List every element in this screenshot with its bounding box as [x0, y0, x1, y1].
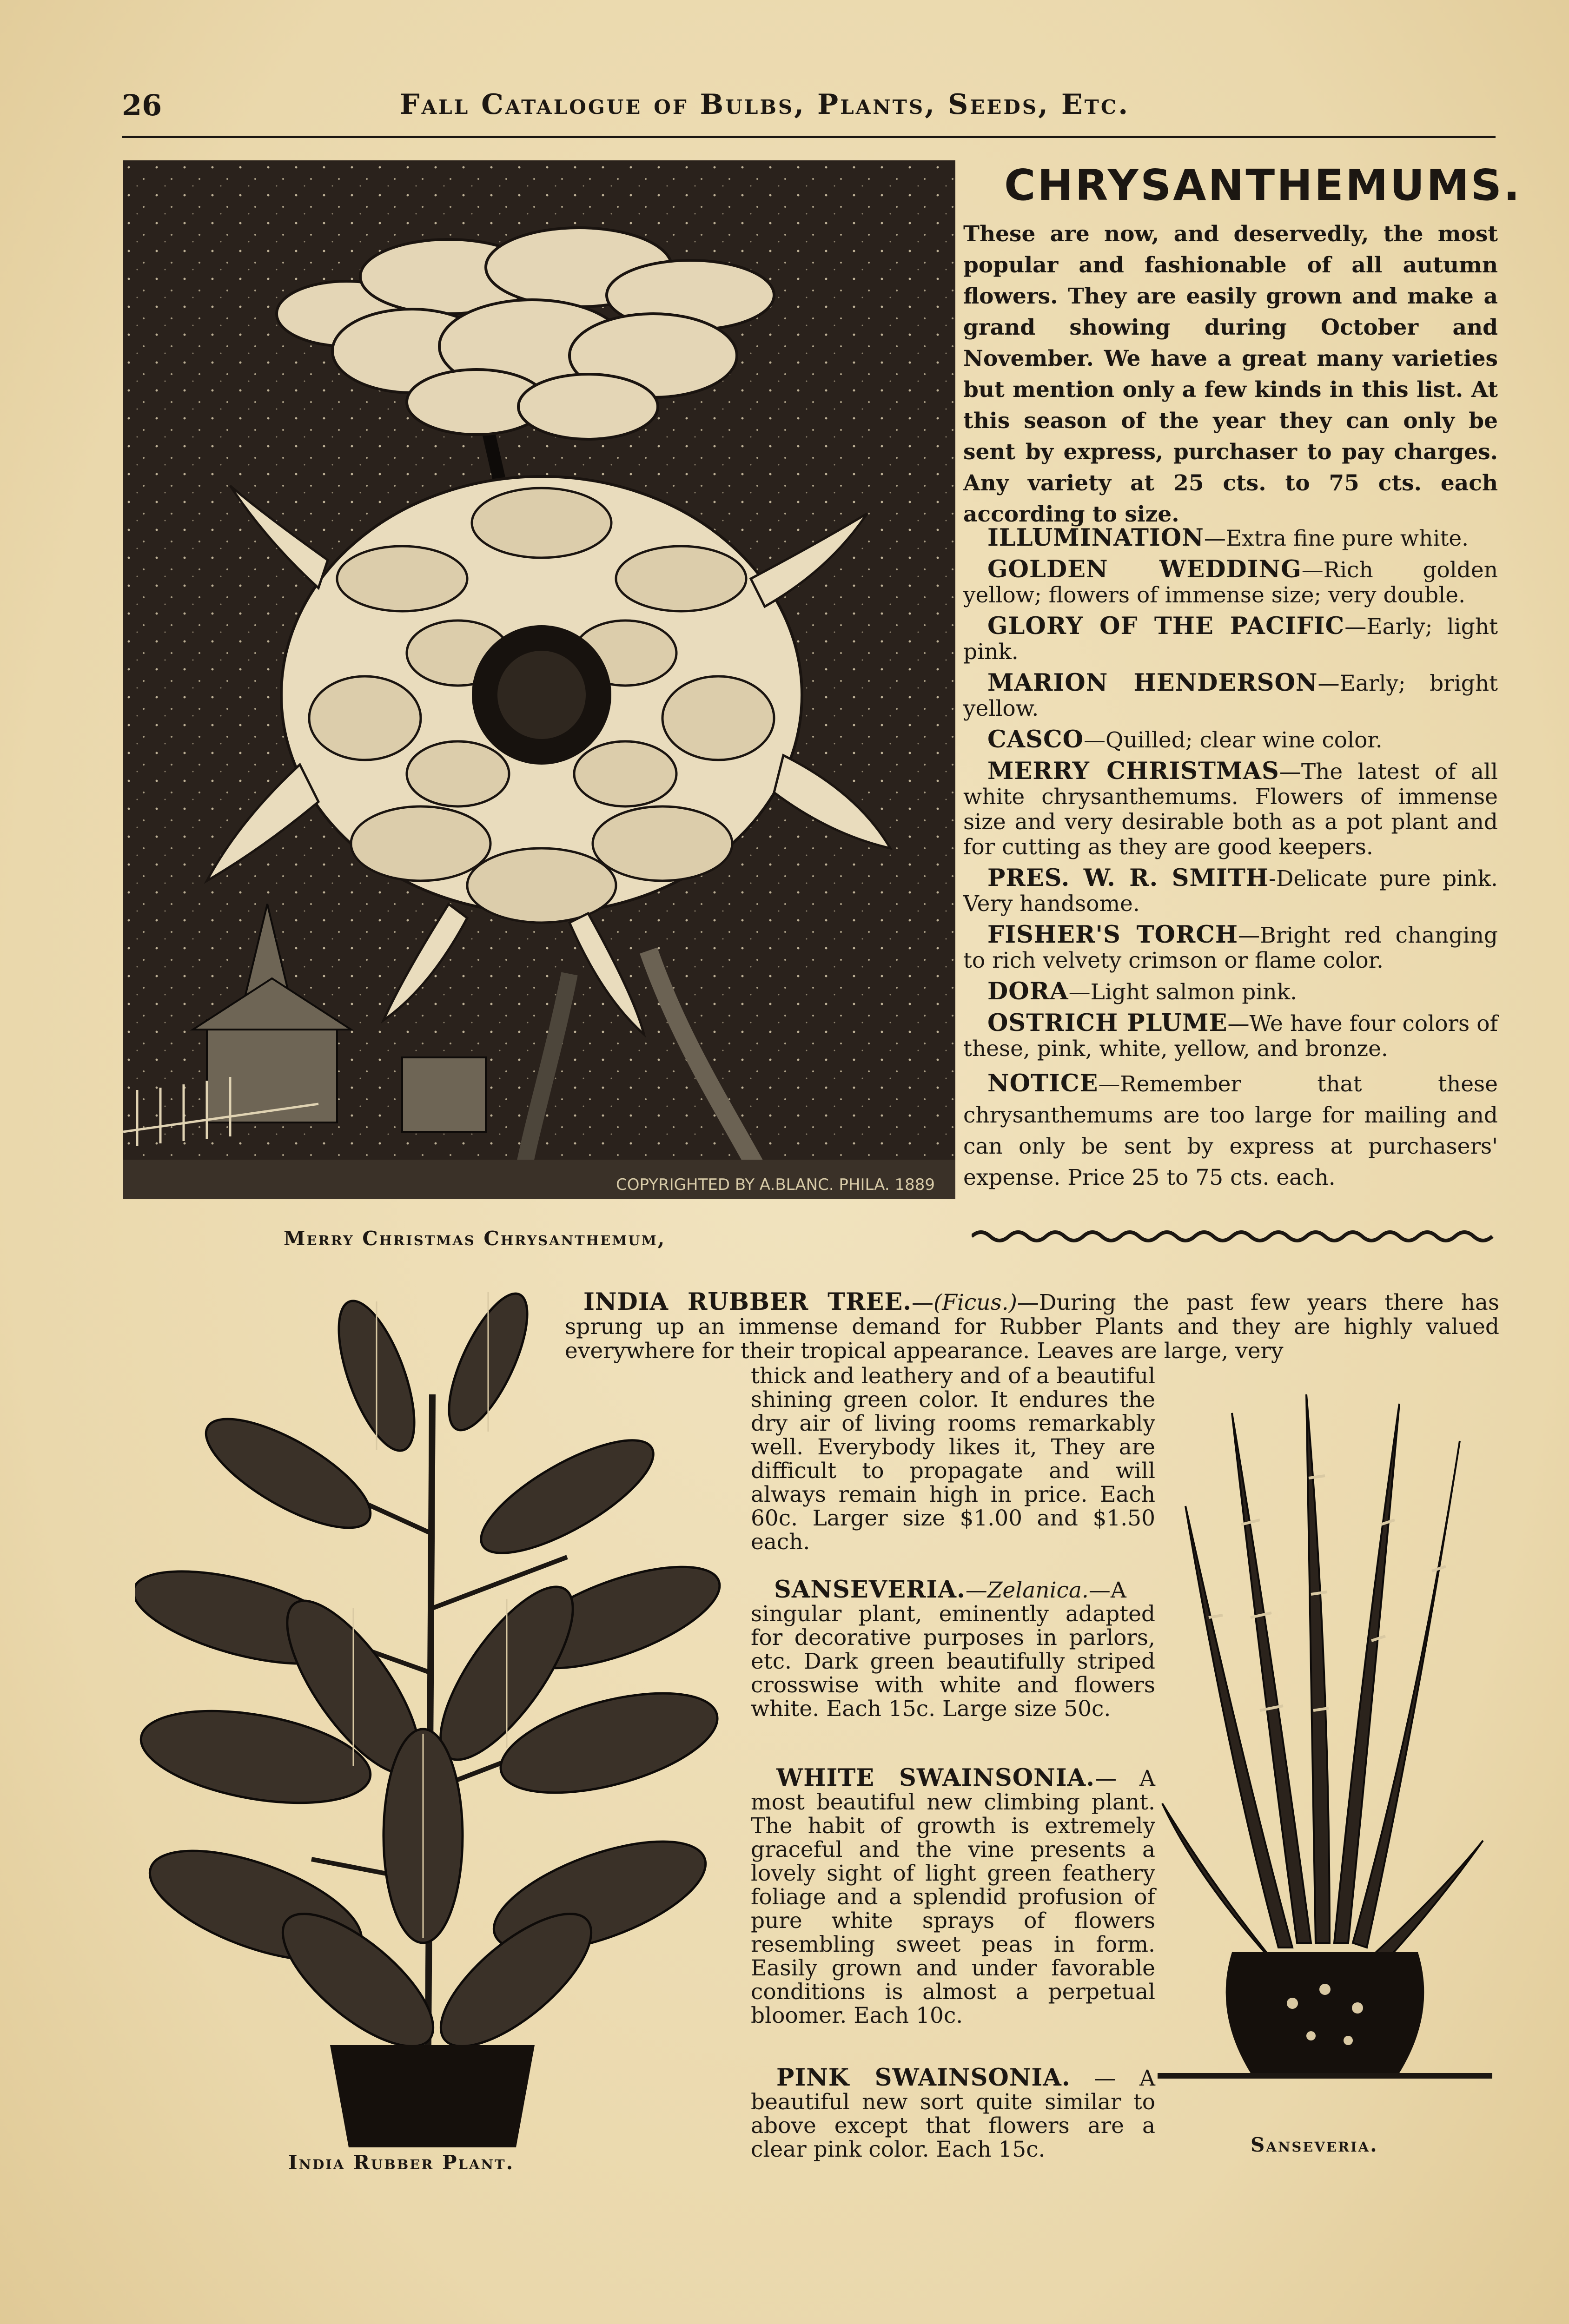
- pink-swainsonia-description: PINK SWAINSONIA. — A beautiful new sort quite similar to above except that flowers are a clear pink color. Each 15c.: [751, 2064, 1155, 2162]
- sanseveria-drawing: [1158, 1385, 1492, 2106]
- variety-entry: MARION HENDERSON—Early; bright yellow.: [963, 669, 1498, 721]
- page-number: 26: [122, 88, 162, 122]
- rubber-plant-drawing: [135, 1255, 735, 2161]
- header-rule: [122, 136, 1496, 138]
- chrysanthemum-drawing: [123, 160, 955, 1199]
- variety-entry: GOLDEN WEDDING—Rich golden yellow; flowers of immense size; very double.: [963, 555, 1498, 608]
- running-title: Fall Catalogue of Bulbs, Plants, Seeds, Etc.: [400, 88, 1130, 121]
- chrysanthemum-variety-list: [963, 525, 1498, 1199]
- variety-entry: MERRY CHRISTMAS—The latest of all white chrysanthemums. Flowers of immense size and very desirable both as a pot plant and for cutting as they are good keepers.: [963, 757, 1498, 860]
- variety-entry: DORA—Light salmon pink.: [987, 977, 1298, 1005]
- india-rubber-engraving: [135, 1255, 735, 2161]
- sanseveria-caption: Sanseveria.: [1251, 2133, 1378, 2156]
- rubber-plant-caption: India Rubber Plant.: [288, 2151, 515, 2174]
- sanseveria-description: SANSEVERIA.—Zelanica.—A singular plant, eminently adapted for decorative purposes in parlors, etc. Dark green beautifully striped crosswise with white and flowers white. Each 15c. Large size 50c.: [751, 1576, 1155, 1722]
- chrysanthemums-intro: These are now, and deservedly, the most popular and fashionable of all autumn flowers. They are easily grown and make a grand showing during October and November. We have a great many varieties but mention only a few kinds in this list. At this season of the year they can only be sent by express, purchaser to pay charges. Any variety at 25 cts. to 75 cts. each according to size.: [963, 221, 1498, 527]
- wavy-divider: [972, 1227, 1497, 1246]
- variety-entry: FISHER'S TORCH—Bright red changing to rich velvety crimson or flame color.: [963, 921, 1498, 973]
- variety-entry: GLORY OF THE PACIFIC—Early; light pink.: [963, 612, 1498, 665]
- variety-entry: OSTRICH PLUME—We have four colors of these, pink, white, yellow, and bronze.: [963, 1009, 1498, 1062]
- sanseveria-engraving: [1158, 1385, 1492, 2106]
- chrysanthemum-engraving: [123, 160, 955, 1199]
- engraving-credit: COPYRIGHTED BY A.BLANC. PHILA. 1889: [616, 1175, 935, 1194]
- variety-entry: ILLUMINATION—Extra fine pure white.: [987, 524, 1469, 552]
- white-swainsonia-description: WHITE SWAINSONIA.— A most beautiful new climbing plant. The habit of growth is extremely graceful and the vine presents a lovely sight of light green feathery foliage and a splendid profusion of pure white sprays of flowers resembling sweet peas in form. Easily grown and under favorable conditions is almost a perpetual bloomer. Each 10c.: [751, 1764, 1155, 2028]
- variety-entry: CASCO—Quilled; clear wine color.: [987, 726, 1383, 753]
- chrysanthemums-heading: CHRYSANTHEMUMS.: [1004, 160, 1522, 210]
- india-rubber-intro: INDIA RUBBER TREE.—(Ficus.)—During the past few years there has sprung up an immense demand for Rubber Plants and they are highly valued everywhere for their tropical appearance. Leaves are large, very: [565, 1288, 1499, 1364]
- chrysanthemum-caption: Merry Christmas Chrysanthemum,: [284, 1227, 666, 1250]
- notice-entry: NOTICE—Remember that these chrysanthemums are too large for mailing and can only be sent by express at purchasers' expense. Price 25 to 75 cts. each.: [963, 1070, 1498, 1190]
- variety-entry: PRES. W. R. SMITH-Delicate pure pink. Very handsome.: [963, 864, 1498, 917]
- india-rubber-description: thick and leathery and of a beautiful shining green color. It endures the dry air of living rooms remarkably well. Everybody likes it, They are difficult to propagate and will always remain high in price. Each 60c. Larger size $1.00 and $1.50 each.: [751, 1363, 1155, 1555]
